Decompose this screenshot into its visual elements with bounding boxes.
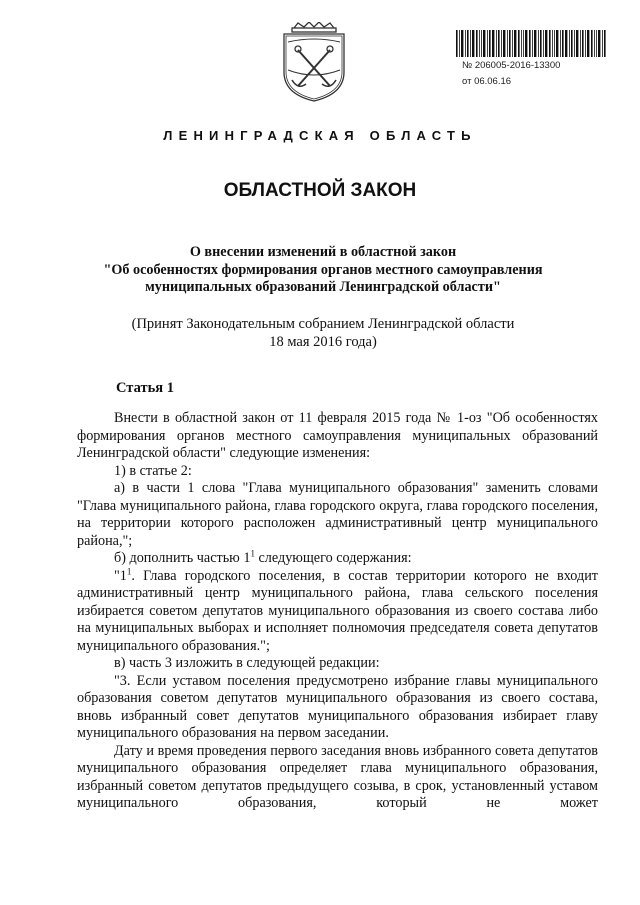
law-title-line: муниципальных образований Ленинградской области": [145, 279, 501, 295]
body-paragraph-session: Дату и время проведения первого заседания вновь избранного совета депутатов муниципального образования определяет глава муниципального образования, избранный советом депутатов предыдущего созыва, в срок, установленный уставом муниципального образования, который не может: [77, 742, 598, 811]
body-quote-1-1: [77, 565, 598, 656]
body-item-b: [77, 550, 598, 568]
body-item-1: 1) в статье 2:: [114, 462, 192, 479]
document-type-heading: ОБЛАСТНОЙ ЗАКОН: [223, 180, 417, 201]
quote-text: "1: [114, 567, 127, 584]
article-body: [77, 410, 598, 813]
body-item-b-text: б) дополнить частью 1: [114, 550, 251, 566]
body-item-a: а) в части 1 слова "Глава муниципального образования" заменить словами "Глава муниципального района, глава городского округа, глава городского поселения, на территории которого расположен административный центр муниципального района,";: [77, 480, 598, 549]
superscript: 1: [250, 548, 255, 559]
law-title-line: "Об особенностях формирования органов местного самоуправления: [103, 261, 543, 278]
body-quote-3: "3. Если уставом поселения предусмотрено избрание главы муниципального образования советом депутатов муниципального образования из своего состава, вновь избранный совет депутатов муниципального образования избирает главу муниципального образования на первом заседании.: [77, 672, 598, 741]
body-item-c: в) часть 3 изложить в следующей редакции:: [114, 655, 380, 671]
body-paragraph-intro: Внести в областной закон от 11 февраля 2015 года № 1-оз "Об особенностях формирования органов местного самоуправления муниципальных образований Ленинградской области" следующие изменения:: [77, 410, 598, 461]
quote-text: . Глава городского поселения, в состав территории которого не входит административный центр муниципального района, глава сельского поселения избирается советом депутатов муниципального образования из своего состава либо на муниципальных выборах и исполняет полномочия председателя совета депутатов муниципального образования.";: [77, 567, 598, 654]
region-heading: ЛЕНИНГРАДСКАЯ ОБЛАСТЬ: [163, 128, 477, 143]
adoption-note-line: (Принят Законодательным собранием Ленинградской области: [131, 316, 515, 332]
adoption-note: [40, 316, 606, 351]
barcode: [456, 30, 606, 57]
coat-of-arms-emblem: [278, 22, 350, 102]
registration-date: от 06.06.16: [462, 76, 512, 87]
body-item-b-text: следующего содержания:: [254, 550, 412, 566]
registration-number: № 206005-2016-13300: [462, 60, 561, 71]
article-heading: Статья 1: [116, 380, 174, 396]
adoption-note-line: 18 мая 2016 года): [269, 333, 377, 350]
superscript: 1: [126, 565, 132, 576]
law-title-line: О внесении изменений в областной закон: [189, 244, 457, 260]
law-title: [40, 244, 606, 297]
